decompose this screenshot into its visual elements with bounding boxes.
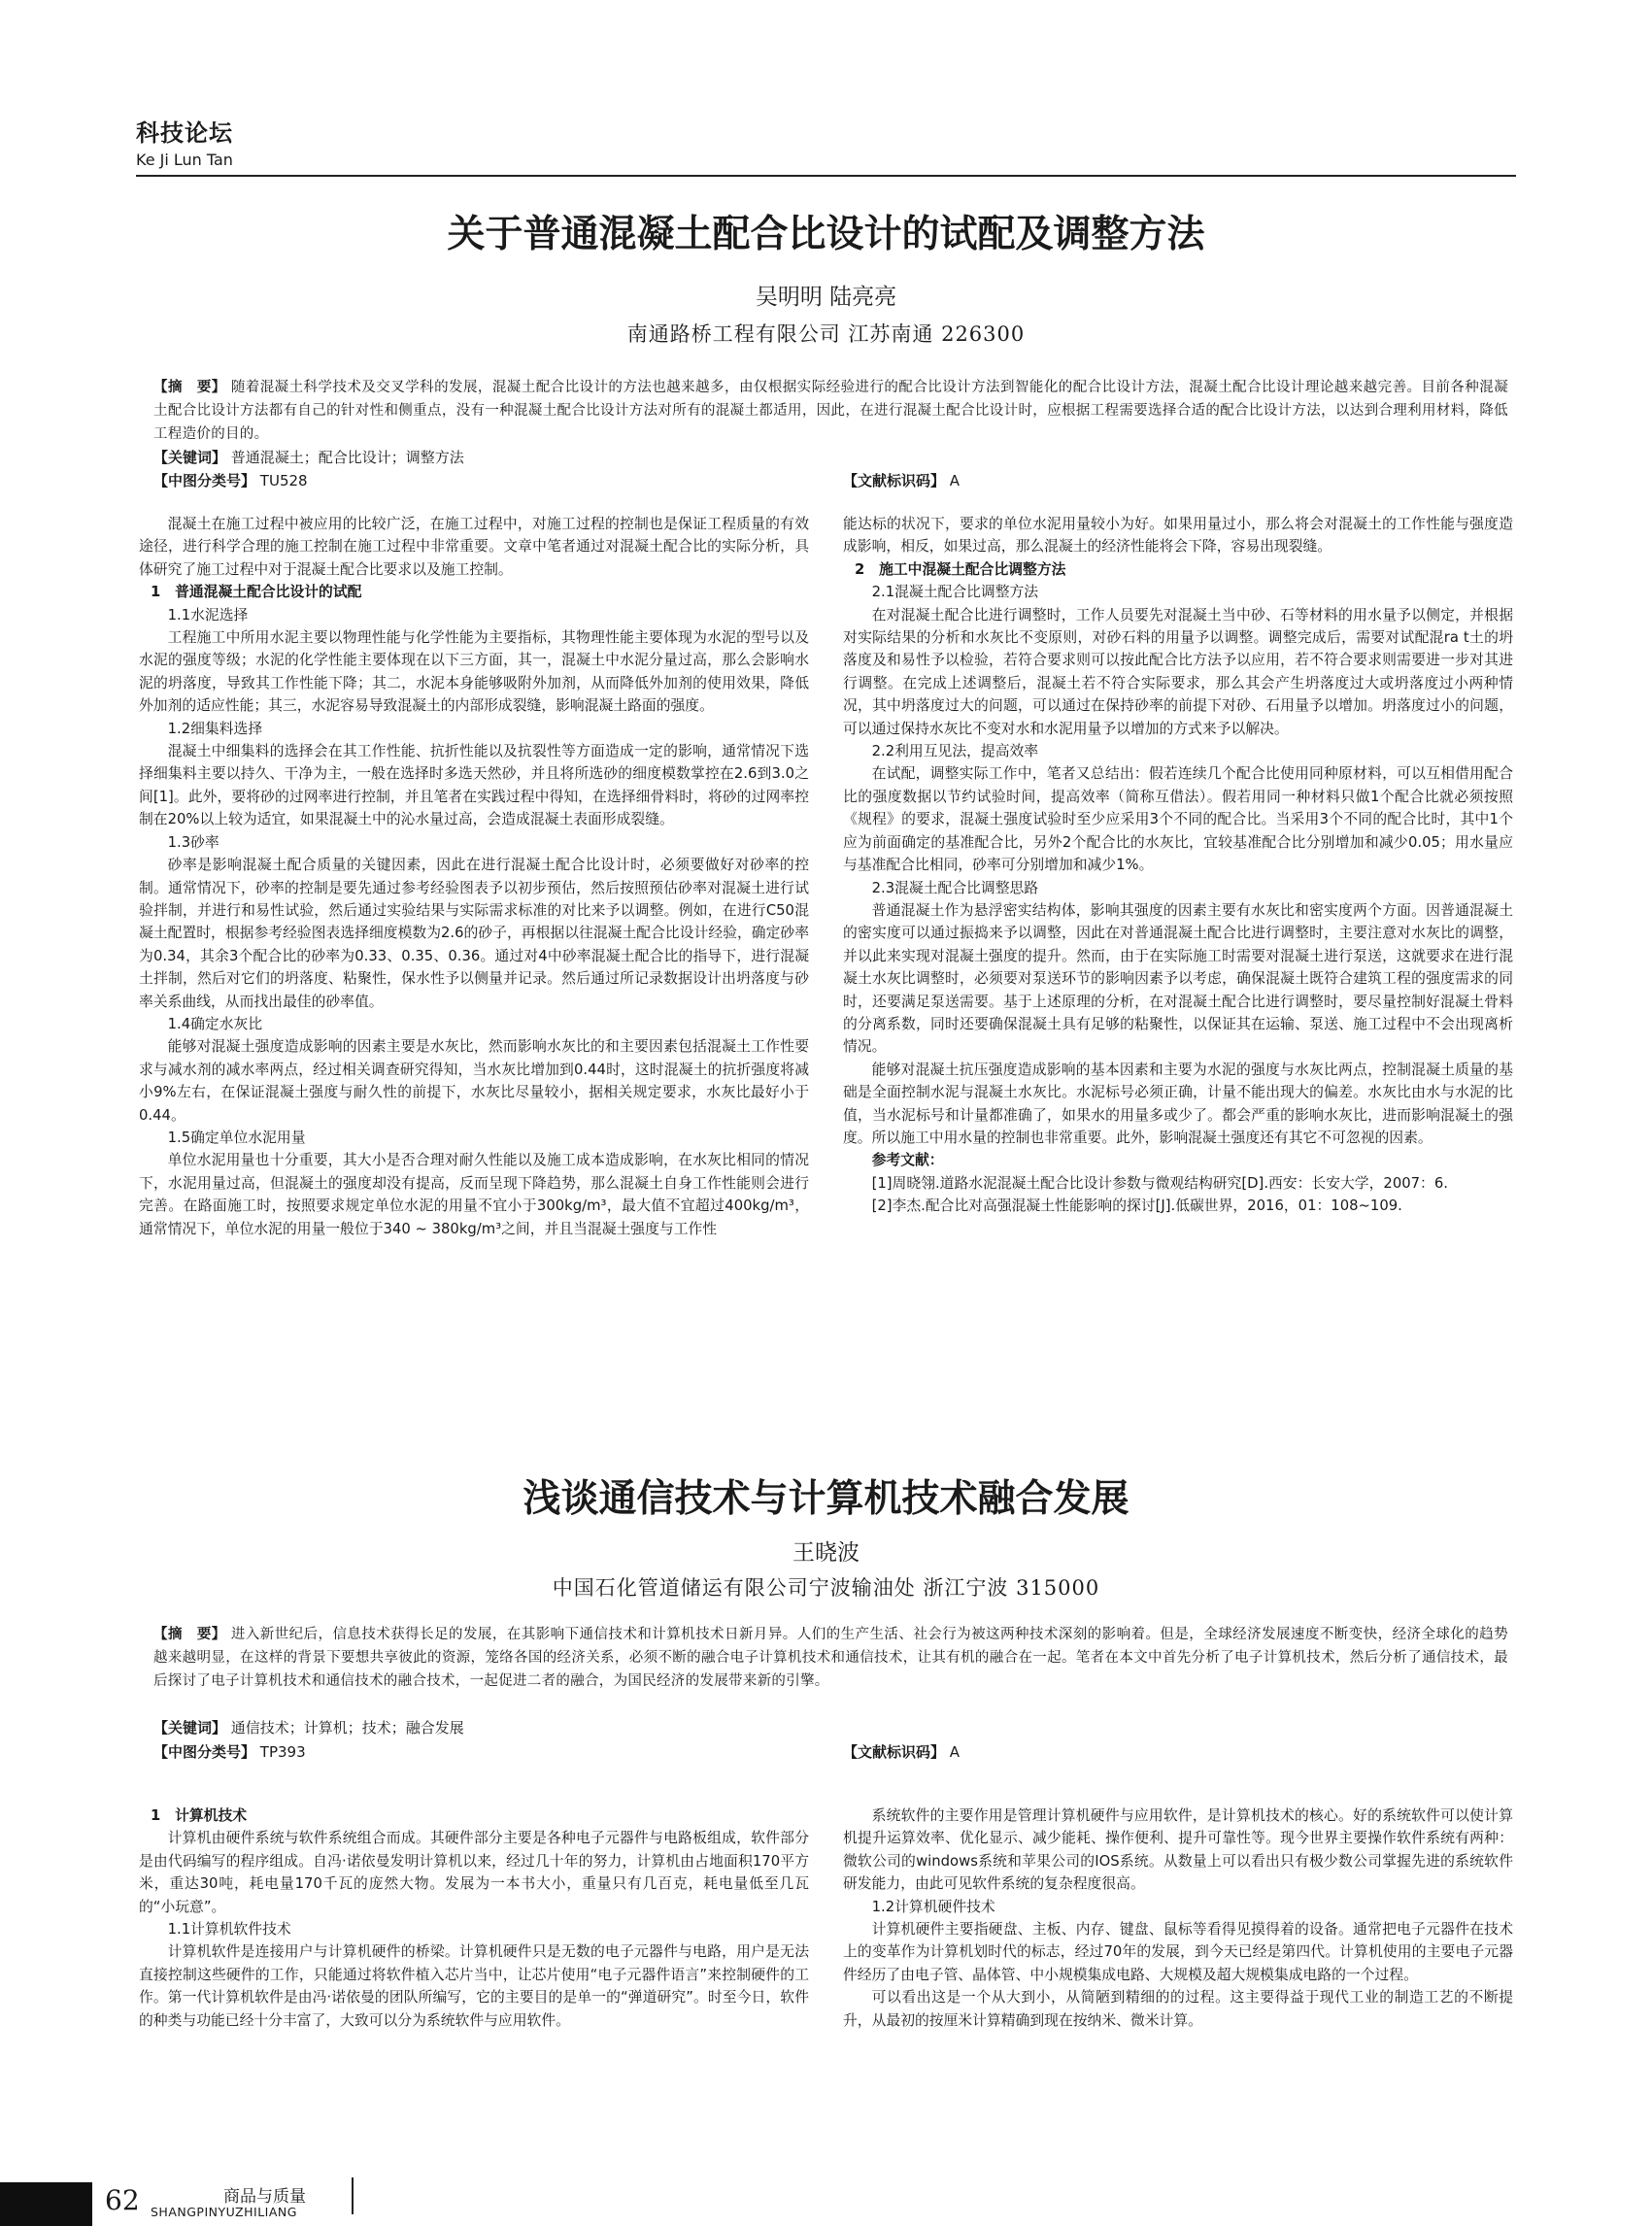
clc-value: TP393 <box>259 1743 306 1761</box>
subsection-heading: 1.2细集料选择 <box>167 720 263 737</box>
keywords-label: 【关键词】 <box>153 1719 227 1737</box>
section-heading: 2 施工中混凝土配合比调整方法 <box>855 560 1066 578</box>
journal-name: 商品与质量 <box>223 2187 306 2207</box>
article2-right-column <box>843 1804 1513 2164</box>
article1-doc-code <box>843 470 960 491</box>
section-heading: 1 计算机技术 <box>151 1807 248 1824</box>
article2-clc <box>153 1741 306 1763</box>
article1-left-column <box>139 513 809 1426</box>
article1-keywords <box>153 447 464 468</box>
doc-code-label: 【文献标识码】 <box>843 472 946 489</box>
paragraph: 在对混凝土配合比进行调整时，工作人员要先对混凝土当中砂、石等材料的用水量予以侧定，并根据对实际结果的分析和水灰比不变原则，对砂石料的用量予以调整。调整完成后，需要对试配混ra t土的坍落度及和易性予以检验，若符合要求则可以按此配合比方法予以应用，若不符合要求则需要进一步对其进行调整。在完成上述调整后，混凝土若不符合实际要求，那么其会产生坍落度过大或坍落度过小两种情况，其中坍落度过大的问题，可以通过在保持砂率的前提下对砂、石用量予以增加。坍落度过小的问题，可以通过保持水灰比不变对水和水泥用量予以增加的方式来予以解决。 <box>843 606 1513 737</box>
subsection-heading: 2.1混凝土配合比调整方法 <box>871 584 1039 601</box>
references-heading: 参考文献： <box>871 1152 944 1169</box>
paragraph: 可以看出这是一个从大到小，从简陋到精细的的过程。这主要得益于现代工业的制造工艺的不断提升，从最初的按厘米计算精确到现在按纳米、微米计算。 <box>843 1989 1513 2029</box>
article2-authors: 王晓波 <box>792 1540 860 1566</box>
page-number: 62 <box>105 2184 140 2216</box>
doc-code-label: 【文献标识码】 <box>843 1743 946 1761</box>
paragraph: 能够对混凝土抗压强度造成影响的基本因素和主要为水泥的强度与水灰比两点，控制混凝土质量的基础是全面控制水泥与混凝土水灰比。水泥标号必须正确，计量不能出现大的偏差。水灰比由水与水泥的比值，当水泥标号和计量都准确了，如果水的用量多或少了。都会严重的影响水灰比，进而影响混凝土的强度。所以施工中用水量的控制也非常重要。此外，影响混凝土强度还有其它不可忽视的因素。 <box>843 1061 1513 1146</box>
article1-clc <box>153 470 308 491</box>
article2-title: 浅谈通信技术与计算机技术融合发展 <box>523 1476 1129 1521</box>
clc-label: 【中图分类号】 <box>153 472 256 489</box>
subsection-heading: 1.3砂率 <box>167 833 219 851</box>
subsection-heading: 1.1计算机软件技术 <box>167 1921 291 1939</box>
paragraph: 混凝土中细集料的选择会在其工作性能、抗折性能以及抗裂性等方面造成一定的影响，通常情况下选择细集料主要以持久、干净为主，一般在选择时多选天然砂，并且将所选砂的细度模数掌控在2.6到3.0之间[1]。此外，要将砂的过网率进行控制，并且笔者在实践过程中得知，在选择细骨料时，将砂的过网率控制在20%以上较为适宜，如果混凝土中的沁水量过高，会造成混凝土表面形成裂缝。 <box>139 743 809 828</box>
clc-label: 【中图分类号】 <box>153 1743 256 1761</box>
reference-item: [1]周晓翎.道路水泥混凝土配合比设计参数与微观结构研究[D].西安：长安大学，2007：6. <box>871 1174 1448 1192</box>
paragraph: 普通混凝土作为悬浮密实结构体，影响其强度的因素主要有水灰比和密实度两个方面。因普通混凝土的密实度可以通过振捣来予以调整，因此在对普通混凝土配合比进行调整时，主要注意对水灰比的调整，并以此来实现对混凝土强度的提升。然而，由于在实际施工时需要对混凝土进行泵送，这就要求在进行混凝土水灰比调整时，必须要对泵送环节的影响因素予以考虑，确保混凝土既符合建筑工程的强度需求的同时，还要满足泵送需要。基于上述原理的分析，在对混凝土配合比进行调整时，要尽量控制好混凝土骨料的分离系数，同时还要确保混凝土具有足够的粘聚性，以保证其在运输、泵送、施工过程中不会出现离析情况。 <box>843 901 1513 1056</box>
subsection-heading: 2.3混凝土配合比调整思路 <box>871 879 1039 896</box>
footer-bar <box>0 2182 92 2226</box>
column-title: 科技论坛 <box>136 119 233 147</box>
article1-abstract <box>153 376 1508 446</box>
footer-divider <box>352 2177 354 2214</box>
abstract-label: 【摘 要】 <box>153 1627 226 1642</box>
article2-keywords <box>153 1717 464 1738</box>
article2-left-column <box>139 1804 809 2164</box>
paragraph: 工程施工中所用水泥主要以物理性能与化学性能为主要指标，其物理性能主要体现为水泥的型号以及水泥的强度等级；水泥的化学性能主要体现在以下三方面，其一，混凝土中水泥分量过高，那么会影响水泥的坍落度，导致其工作性能下降；其二，水泥本身能够吸附外加剂，从而降低外加剂的使用效果，降低外加剂的适应性能；其三，水泥容易导致混凝土的内部形成裂缝，影响混凝土路面的强度。 <box>139 629 809 715</box>
article1-authors: 吴明明 陆亮亮 <box>755 285 897 310</box>
paragraph: 砂率是影响混凝土配合质量的关键因素，因此在进行混凝土配合比设计时，必须要做好对砂率的控制。通常情况下，砂率的控制是要先通过参考经验图表予以初步预估，然后按照预估砂率对混凝土进行试验拌制，并进行和易性试验，然后通过实验结果与实际需求标准的对比来予以调整。例如，在进行C50混凝土配置时，根据参考经验图表选择细度模数为2.6的砂子，再根据以往混凝土配合比设计经验，确定砂率为0.34，其余3个配合比的砂率为0.33、0.35、0.36。通过对4中砂率混凝土配合比的指导下，进行混凝土拌制，然后对它们的坍落度、粘聚性，保水性予以侧量并记录。然后通过所记录数据设计出坍落度与砂率关系曲线，从而找出最佳的砂率值。 <box>139 857 809 1010</box>
paragraph: 混凝土在施工过程中被应用的比较广泛，在施工过程中，对施工过程的控制也是保证工程质量的有效途径，进行科学合理的施工控制在施工过程中非常重要。文章中笔者通过对混凝土配合比的实际分析，具体研究了施工过程中对于混凝土配合比要求以及施工控制。 <box>139 516 809 578</box>
abstract-text: 随着混凝土科学技术及交叉学科的发展，混凝土配合比设计的方法也越来越多，由仅根据实际经验进行的配合比设计方法到智能化的配合比设计方法，混凝土配合比设计理论越来越完善。目前各种混凝土配合比设计方法都有自己的针对性和侧重点，没有一种混凝土配合比设计方法对所有的混凝土都适用，因此，在进行混凝土配合比设计时，应根据工程需要选择合适的配合比设计方法，以达到合理利用材料，降低工程造价的目的。 <box>153 380 1508 442</box>
article1-title: 关于普通混凝土配合比设计的试配及调整方法 <box>447 212 1205 256</box>
article2-doc-code <box>843 1741 960 1763</box>
subsection-heading: 2.2利用互见法，提高效率 <box>871 743 1039 760</box>
keywords-text: 普通混凝土；配合比设计；调整方法 <box>230 449 464 466</box>
keywords-text: 通信技术；计算机；技术；融合发展 <box>230 1719 464 1737</box>
paragraph: 计算机由硬件系统与软件系统组合而成。其硬件部分主要是各种电子元器件与电路板组成，软件部分是由代码编写的程序组成。自冯·诺依曼发明计算机以来，经过几十年的努力，计算机由占地面积170平方米，重达30吨，耗电量170千瓦的庞然大物。发展为一本书大小，重量只有几百克，耗电量低至几瓦的“小玩意”。 <box>139 1830 809 1915</box>
abstract-label: 【摘 要】 <box>153 380 226 395</box>
paragraph: 计算机软件是连接用户与计算机硬件的桥梁。计算机硬件只是无数的电子元器件与电路，用户是无法直接控制这些硬件的工作，只能通过将软件植入芯片当中，让芯片使用“电子元器件语言”来控制硬件的工作。第一代计算机软件是由冯·诺依曼的团队所编写，它的主要目的是单一的“弹道研究”。时至今日，软件的种类与功能已经十分丰富了，大致可以分为系统软件与应用软件。 <box>139 1943 809 2029</box>
paragraph: 能够对混凝土强度造成影响的因素主要是水灰比，然而影响水灰比的和主要因素包括混凝土工作性要求与减水剂的减水率两点，经过相关调查研究得知，当水灰比增加到0.44时，这时混凝土的抗折强度将减小9%左右，在保证混凝土强度与耐久性的前提下，水灰比尽量较小，据相关规定要求，水灰比最好小于0.44。 <box>139 1038 809 1124</box>
subsection-heading: 1.1水泥选择 <box>167 606 249 624</box>
subsection-heading: 1.5确定单位水泥用量 <box>167 1129 306 1146</box>
keywords-label: 【关键词】 <box>153 449 227 466</box>
section-heading: 1 普通混凝土配合比设计的试配 <box>151 584 362 601</box>
paragraph: 计算机硬件主要指硬盘、主板、内存、键盘、鼠标等看得见摸得着的设备。通常把电子元器件在技术上的变革作为计算机划时代的标志，经过70年的发展，到今天已经是第四代。计算机使用的主要电子元器件经历了由电子管、晶体管、中小规模集成电路、大规模及超大规模集成电路的一个过程。 <box>843 1921 1513 1983</box>
paragraph: 系统软件的主要作用是管理计算机硬件与应用软件，是计算机技术的核心。好的系统软件可以使计算机提升运算效率、优化显示、减少能耗、操作便利、提升可靠性等。现今世界主要操作软件系统有两种：微软公司的windows系统和苹果公司的IOS系统。从数量上可以看出只有极少数公司掌握先进的系统软件研发能力，由此可见软件系统的复杂程度很高。 <box>843 1807 1513 1893</box>
article2-affiliation: 中国石化管道储运有限公司宁波输油处 浙江宁波 315000 <box>552 1576 1100 1600</box>
article1-affiliation: 南通路桥工程有限公司 江苏南通 226300 <box>626 322 1026 346</box>
reference-item: [2]李杰.配合比对高强混凝土性能影响的探讨[J].低碳世界，2016，01：108~109. <box>871 1197 1402 1215</box>
paragraph: 在试配，调整实际工作中，笔者又总结出：假若连续几个配合比使用同种原材料，可以互相借用配合比的强度数据以节约试验时间，提高效率（简称互借法）。假若用同一种材料只做1个配合比就必须按照《规程》的要求，混凝土强度试验时至少应采用3个不同的配合比。当采用3个不同的配合比时，其中1个应为前面确定的基准配合比，另外2个配合比的水灰比，宜较基准配合比分别增加和减少0.05；用水量应与基准配合比相同，砂率可分别增加和减少1%。 <box>843 765 1513 874</box>
doc-code-value: A <box>949 472 961 489</box>
paragraph: 能达标的状况下，要求的单位水泥用量较小为好。如果用量过小，那么将会对混凝土的工作性能与强度造成影响，相反，如果过高，那么混凝土的经济性能将会下降，容易出现裂缝。 <box>843 516 1513 556</box>
abstract-text: 进入新世纪后，信息技术获得长足的发展，在其影响下通信技术和计算机技术日新月异。人们的生产生活、社会行为被这两种技术深刻的影响着。但是，全球经济发展速度不断变快，经济全球化的趋势越来越明显，在这样的背景下要想共享彼此的资源，笼络各国的经济关系，必须不断的融合电子计算机技术和通信技术，让其有机的融合在一起。笔者在本文中首先分析了电子计算机技术，然后分析了通信技术，最后探讨了电子计算机技术和通信技术的融合技术，一起促进二者的融合，为国民经济的发展带来新的引擎。 <box>153 1627 1508 1689</box>
paragraph: 单位水泥用量也十分重要，其大小是否合理对耐久性能以及施工成本造成影响，在水灰比相同的情况下，水泥用量过高，但混凝土的强度却没有提高，反而呈现下降趋势，那么混凝土自身工作性能则会进行完善。在路面施工时，按照要求规定单位水泥的用量不宜小于300kg/m³，最大值不宜超过400kg/m³，通常情况下，单位水泥的用量一般位于340 ~ 380kg/m³之间，并且当混凝土强度与工作性 <box>139 1152 809 1237</box>
clc-value: TU528 <box>259 472 308 489</box>
article2-abstract <box>153 1623 1508 1693</box>
header-divider <box>136 175 1516 177</box>
subsection-heading: 1.4确定水灰比 <box>167 1015 263 1032</box>
journal-name-pinyin: SHANGPINYUZHILIANG <box>151 2205 297 2219</box>
subsection-heading: 1.2计算机硬件技术 <box>871 1898 995 1915</box>
column-title-pinyin: Ke Ji Lun Tan <box>136 151 233 169</box>
article1-right-column <box>843 513 1513 1426</box>
doc-code-value: A <box>949 1743 961 1761</box>
